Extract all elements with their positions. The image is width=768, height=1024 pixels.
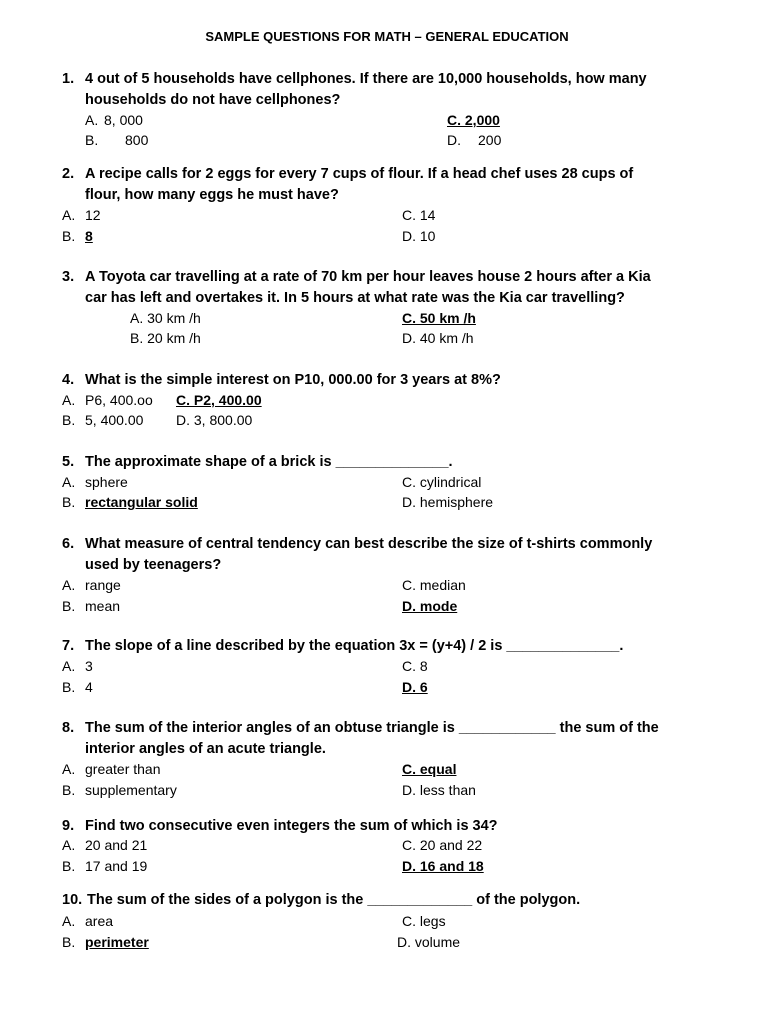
question-number: 6. [62, 536, 75, 552]
option-letter: B. [62, 412, 76, 428]
question-text-line: A Toyota car travelling at a rate of 70 km per hour leaves house 2 hours after a Kia [85, 269, 651, 285]
option-letter: A. [62, 392, 76, 408]
option-text: D. 10 [402, 228, 436, 244]
question-number: 9. [62, 818, 75, 834]
question-text-line: 4 out of 5 households have cellphones. If there are 10,000 households, how many [85, 71, 647, 87]
option-text-correct: C. P2, 400.00 [176, 392, 262, 408]
option-letter: A. [85, 112, 99, 128]
question-text-line: Find two consecutive even integers the sum of which is 34? [85, 818, 498, 834]
option-text: C. legs [402, 913, 446, 929]
option-text: D. 3, 800.00 [176, 412, 253, 428]
option-letter: A. [62, 207, 76, 223]
option-text: A. 30 km /h [130, 310, 201, 326]
option-text: C. 20 and 22 [402, 837, 483, 853]
option-text: C. 8 [402, 658, 428, 674]
option-text: 3 [85, 658, 93, 674]
question-number: 3. [62, 269, 75, 285]
option-text: mean [85, 598, 121, 614]
option-text: 12 [85, 207, 101, 223]
option-text: 20 and 21 [85, 837, 148, 853]
option-letter: B. [62, 494, 76, 510]
option-letter: D. [447, 132, 461, 148]
question-text-line: A recipe calls for 2 eggs for every 7 cups of flour. If a head chef uses 28 cups of [85, 166, 634, 182]
option-text: range [85, 577, 121, 593]
option-text: C. 14 [402, 207, 436, 223]
question-number: 2. [62, 166, 75, 182]
question-text-line: The sum of the interior angles of an obtuse triangle is ____________ the sum of the [85, 720, 659, 736]
option-text: 5, 400.00 [85, 412, 144, 428]
option-letter: B. [62, 934, 76, 950]
option-letter: B. [62, 782, 76, 798]
option-text-correct: D. 6 [402, 679, 428, 695]
option-text: B. 20 km /h [130, 330, 201, 346]
question-number: 8. [62, 720, 75, 736]
option-letter: B. [62, 858, 76, 874]
question-number: 10. [62, 892, 83, 908]
option-text: P6, 400.oo [85, 392, 153, 408]
option-letter: A. [62, 658, 76, 674]
question-number: 4. [62, 372, 75, 388]
option-text-correct: C. 50 km /h [402, 310, 476, 326]
option-letter: A. [62, 913, 76, 929]
option-text: 200 [478, 132, 502, 148]
option-letter: B. [62, 598, 76, 614]
option-text: 8, 000 [104, 112, 143, 128]
option-text-correct: D. 16 and 18 [402, 858, 484, 874]
option-letter: A. [62, 577, 76, 593]
option-letter: B. [62, 228, 76, 244]
option-text: area [85, 913, 114, 929]
question-text-line: The approximate shape of a brick is ______________. [85, 454, 453, 470]
question-number: 7. [62, 638, 75, 654]
question-text-line: The sum of the sides of a polygon is the _____________ of the polygon. [87, 892, 581, 908]
question-text-line: What is the simple interest on P10, 000.00 for 3 years at 8%? [85, 372, 501, 388]
option-text: D. hemisphere [402, 494, 494, 510]
option-letter: A. [62, 837, 76, 853]
question-text-line: car has left and overtakes it. In 5 hours at what rate was the Kia car travelling? [85, 290, 625, 306]
option-text-correct: D. mode [402, 598, 458, 614]
option-text: 17 and 19 [85, 858, 148, 874]
question-text-line: The slope of a line described by the equation 3x = (y+4) / 2 is ______________. [85, 638, 624, 654]
question-text-line: used by teenagers? [85, 557, 222, 573]
question-text-line: interior angles of an acute triangle. [85, 741, 326, 757]
question-number: 1. [62, 71, 75, 87]
option-text: supplementary [85, 782, 177, 798]
option-text: D. volume [397, 934, 461, 950]
option-text: C. cylindrical [402, 474, 482, 490]
option-text: 4 [85, 679, 93, 695]
page-title: SAMPLE QUESTIONS FOR MATH – GENERAL EDUCATION [205, 29, 569, 44]
question-number: 5. [62, 454, 75, 470]
option-letter: B. [85, 132, 99, 148]
question-text-line: What measure of central tendency can best describe the size of t-shirts commonly [85, 536, 653, 552]
option-text-correct: C. 2,000 [447, 112, 500, 128]
question-text-line: households do not have cellphones? [85, 92, 341, 108]
option-text-correct: perimeter [85, 934, 149, 950]
option-text-correct: C. equal [402, 761, 457, 777]
option-text: 800 [125, 132, 149, 148]
option-letter: A. [62, 474, 76, 490]
option-text: D. less than [402, 782, 476, 798]
option-text: D. 40 km /h [402, 330, 474, 346]
option-letter: A. [62, 761, 76, 777]
option-text-correct: 8 [85, 228, 93, 244]
option-text: sphere [85, 474, 128, 490]
option-text: C. median [402, 577, 466, 593]
option-letter: B. [62, 679, 76, 695]
question-text-line: flour, how many eggs he must have? [85, 187, 339, 203]
option-text-correct: rectangular solid [85, 494, 198, 510]
option-text: greater than [85, 761, 161, 777]
